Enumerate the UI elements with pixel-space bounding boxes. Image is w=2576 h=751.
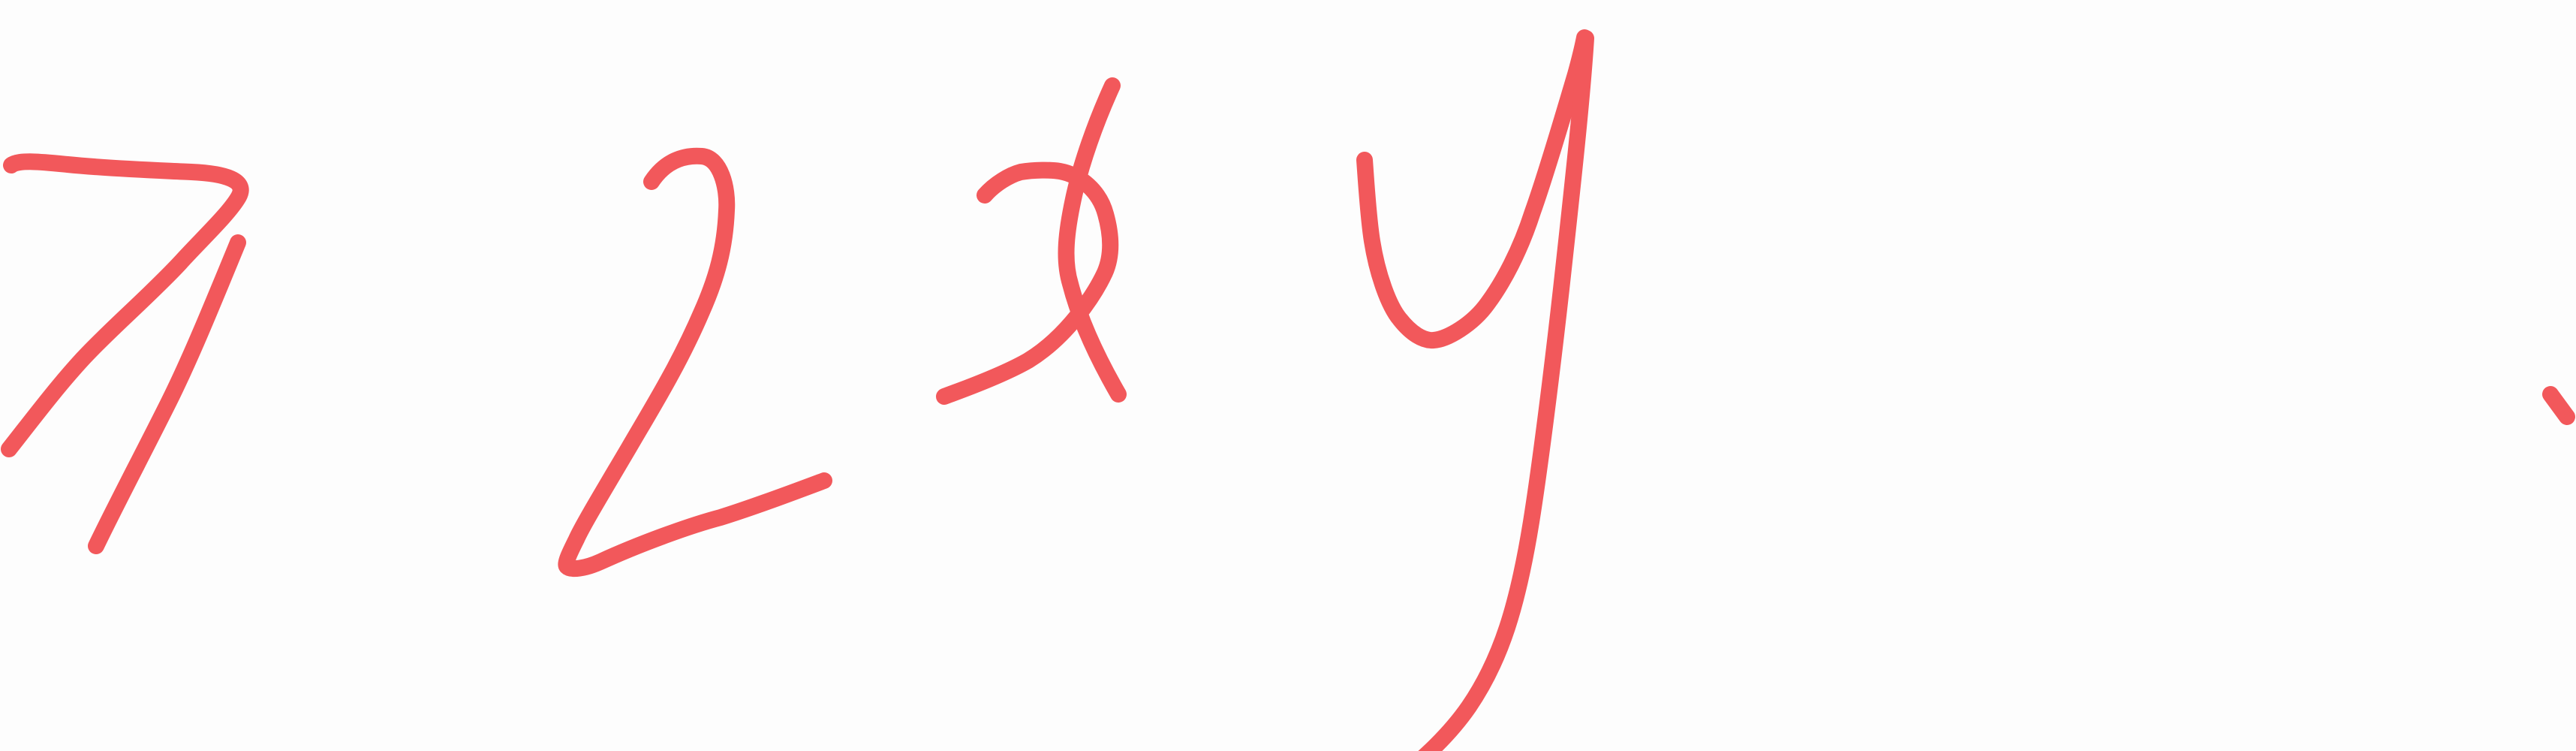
y-long-stroke xyxy=(1300,38,1586,751)
dot-stroke xyxy=(2550,394,2567,417)
ink-strokes xyxy=(9,38,2567,751)
glyph-y xyxy=(1300,38,1586,751)
glyph-superscript-x xyxy=(944,86,1118,397)
glyph-seven xyxy=(9,161,241,546)
glyph-two xyxy=(566,156,824,569)
y-left-arm-stroke xyxy=(1365,38,1584,340)
glyph-dot xyxy=(2550,394,2567,417)
two-stroke xyxy=(566,156,824,569)
seven-stem-stroke xyxy=(96,243,238,546)
x-curved-stroke xyxy=(944,170,1110,397)
